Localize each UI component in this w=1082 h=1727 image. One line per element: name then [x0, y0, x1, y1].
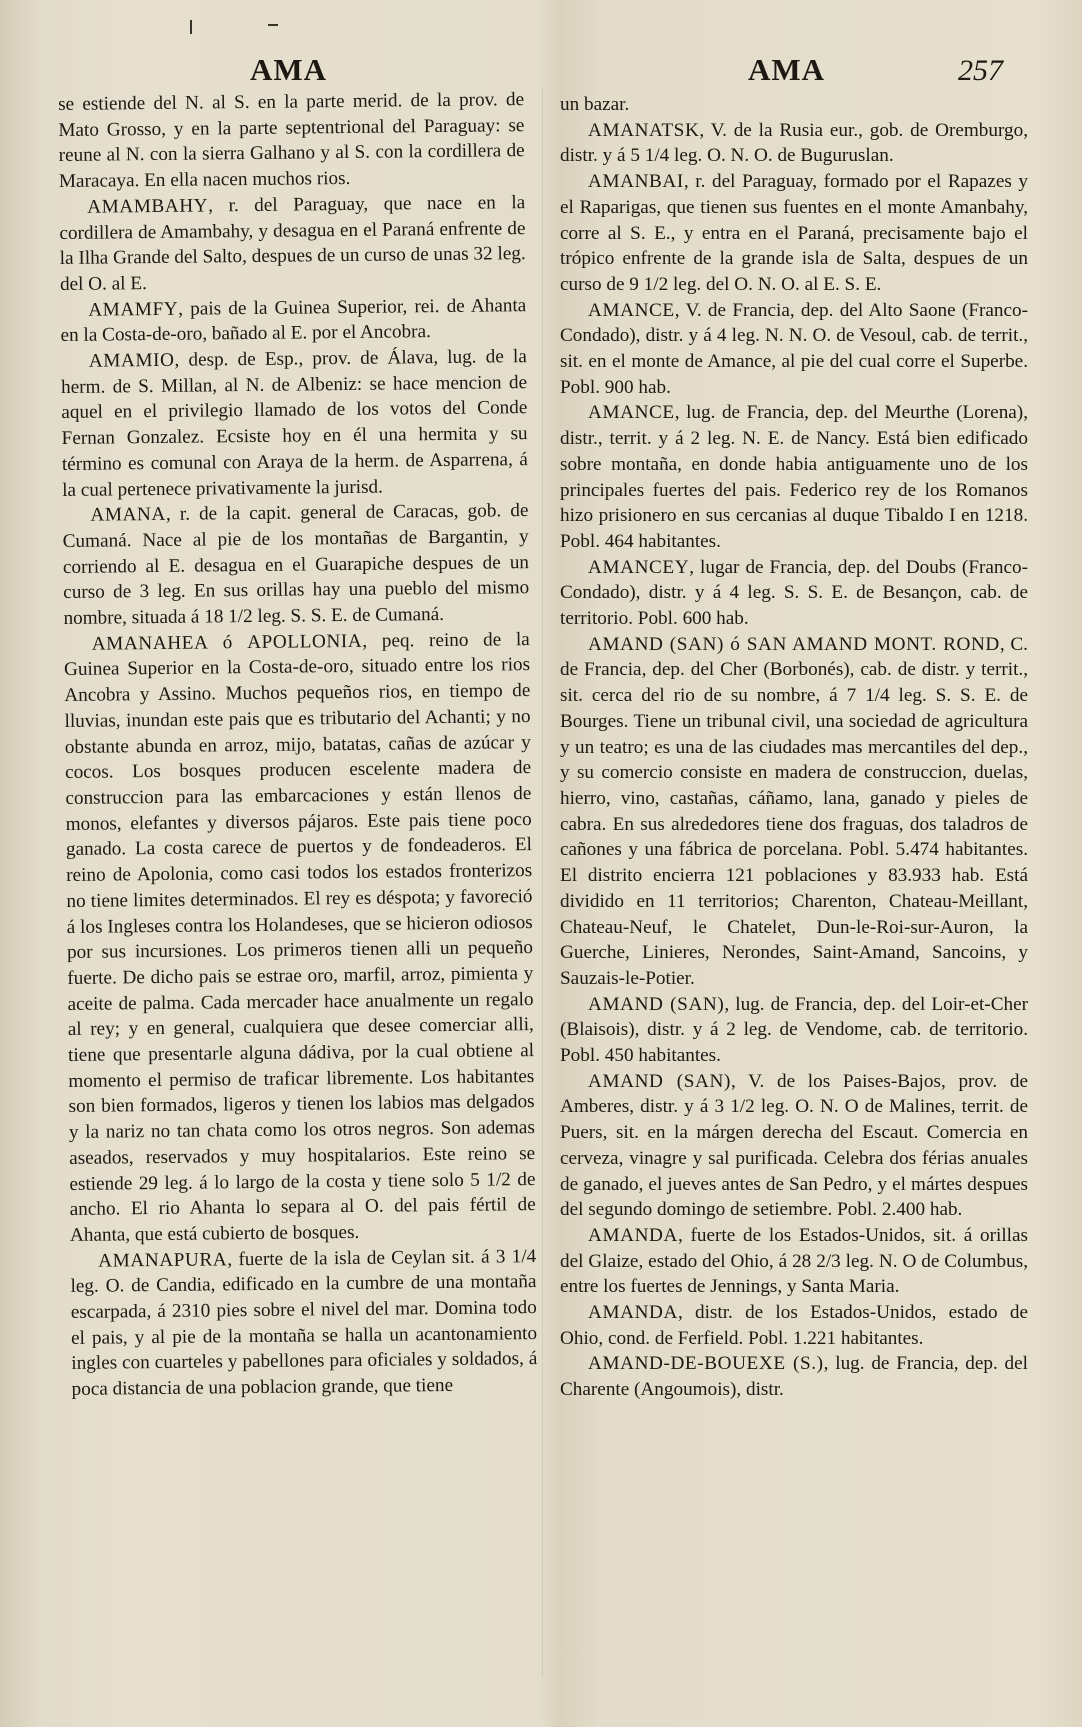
entry-headword: AMAND (SAN) — [588, 1070, 731, 1092]
entry-headword: AMANBAI — [588, 171, 684, 193]
dictionary-entry — [560, 632, 1028, 992]
entry-headword: AMANATSK — [588, 119, 700, 141]
dictionary-entry — [61, 344, 529, 503]
dictionary-entry — [560, 298, 1028, 401]
printer-mark — [190, 20, 192, 34]
dictionary-entry — [560, 400, 1028, 554]
entry-headword: AMAMFY — [88, 298, 179, 321]
column-gutter — [542, 88, 543, 1678]
dictionary-entry — [58, 87, 525, 195]
entry-text: , r. del Paraguay, formado por el Rapazes y el Raparigas, que tienen sus fuentes en el monte Amanbahy, corre al S. E., y entra en el Paraná, precisamente bajo el trópico enfrente de la grande isla de Salta, despues de un curso de 9 1/2 leg. del O. N. O. al E. S. E. — [560, 171, 1028, 295]
dictionary-entry — [62, 498, 529, 631]
running-head-left: AMA — [250, 52, 328, 87]
dictionary-entry — [60, 293, 527, 349]
dictionary-entry — [560, 1300, 1028, 1351]
entry-headword: AMANCE — [588, 402, 675, 424]
entry-headword: AMAND (SAN) ó SAN AMAND MONT. ROND — [588, 633, 1000, 655]
entry-text: , r. del Paraguay, que nace en la cordillera de Amambahy, y desagua en el Paraná enfrente de la Ilha Grande del Salto, despues de un curso de unas 32 leg. del O. al E. — [59, 191, 526, 295]
dictionary-entry — [560, 92, 1028, 118]
right-column — [560, 92, 1028, 1403]
entry-headword: AMANAPURA — [98, 1248, 228, 1272]
dictionary-entry — [560, 1223, 1028, 1300]
entry-text: , pais de la Guinea Superior, rei. de Ahanta en la Costa-de-oro, bañado al E. por el Ancobra. — [60, 294, 527, 347]
entry-text: , C. de Francia, dep. del Cher (Borbonés), cab. de distr. y territ., sit. cerca del rio de su nombre, á 7 1/4 leg. S. S. E. de Bourges. Tiene un tribunal civil, una sociedad de agricultura y un teatro; es una de las ciudades mas mercantiles del dep., y su comercio consiste en madera de construccion, duelas, hierro, vino, castañas, cáñamo, lana, ganado y pieles de cabra. En sus alrededores tiene dos fraguas, dos taladros de cañones y una fábrica de porcelana. Pobl. 5.474 habitantes. El distrito encierra 121 poblaciones y 83.933 hab. Está dividido en 11 territorios; Charenton, Chateau-Meillant, Chateau-Neuf, le Chatelet, Dun-le-Roi-sur-Auron, la Guerche, Linieres, Nerondes, Saint-Amand, Sancoins, y Sauzais-le-Potier. — [560, 633, 1028, 989]
page-number: 257 — [958, 54, 1003, 87]
entry-text: , V. de la Rusia eur., gob. de Oremburgo, distr. y á 5 1/4 leg. O. N. O. de Buguruslan. — [560, 119, 1028, 167]
entry-headword: AMANCEY — [588, 556, 690, 578]
printer-mark — [268, 24, 278, 26]
entry-text: , fuerte de los Estados-Unidos, sit. á orillas del Glaize, estado del Ohio, á 28 2/3 leg. N. O de Columbus, entre los fuertes de Jennings, y Santa Maria. — [560, 1224, 1028, 1298]
entry-headword: AMANCE — [588, 299, 675, 321]
entry-headword: AMAND (SAN) — [588, 993, 725, 1015]
entry-text: , V. de Francia, dep. del Alto Saone (Franco-Condado), distr. y á 4 leg. N. N. O. de Vesoul, cab. de territ., sit. en el monte de Amance, al pie del cual corre el Superbe. Pobl. 900 hab. — [560, 299, 1028, 398]
entry-text: se estiende del N. al S. en la parte merid. de la prov. de Mato Grosso, y en la parte septentrional del Paraguay: se reune al N. con la sierra Galhano y al S. con la cordillera de Maracaya. En ella nacen muchos rios. — [58, 89, 525, 193]
entry-headword: AMANA — [90, 504, 167, 526]
entry-text: , V. de los Paises-Bajos, prov. de Amberes, distr. y á 3 1/2 leg. O. N. O de Malines, territ. de Puers, sit. en la márgen derecha del Escaut. Comercia en cerveza, vinagre y sal purificada. Celebra dos férias anuales de ganado, el jueves antes de San Pedro, y el mártes despues del segundo domingo de setiembre. Pobl. 2.400 hab. — [560, 1070, 1028, 1221]
entry-text: , r. de la capit. general de Caracas, gob. de Cumaná. Nace al pie de los montañas de Bargantin, y corriendo al E. desagua en el Guarapiche despues de un curso de 3 leg. En sus orillas hay una pueblo del mismo nombre, situada á 18 1/2 leg. S. S. E. de Cumaná. — [62, 500, 530, 630]
entry-text: , peq. reino de la Guinea Superior en la Costa-de-oro, situado entre los rios Ancobra y Assino. Muchos pequeños rios, en tiempo de lluvias, inundan este pais que es tributario del Achanti; y no obstante abunda en arroz, mijo, batatas, cañas de azúcar y cocos. Los bosques producen escelente madera de construccion para las embarcaciones y están llenos de monos, elefantes y diversos pájaros. Este pais tiene poco ganado. La costa carece de puertos y de fondeaderos. El reino de Apolonia, como casi todos los estados fronterizos no tiene limites determinados. El rey es déspota; y favoreció á los Ingleses contra los Holandeses, que se hicieron odiosos por sus incursiones. Los primeros tienen alli un pequeño fuerte. De dicho pais se estrae oro, marfil, arroz, pimienta y aceite de palma. Cada mercader hace anualmente un regalo al rey; y en general, cualquiera que desee comerciar alli, tiene que presentarle alguna dádiva, por la cual obtiene al momento el permiso de traficar libremente. Los habitantes son bien formados, ligeros y tienen los labios mas delgados y la nariz no tan chata como los otros negros. Son ademas aseados, reservados y muy hospitalarios. Este reino se estiende 29 leg. á lo largo de la costa y tiene solo 5 1/2 de ancho. El rio Ahanta lo separa al O. del pais fértil de Ahanta, que está cubierto de bosques. — [63, 628, 536, 1246]
entry-text: , lugar de Francia, dep. del Doubs (Franco-Condado), distr. y á 4 leg. S. S. E. de Besançon, cab. de territorio. Pobl. 600 hab. — [560, 556, 1028, 630]
entry-headword: AMANDA — [588, 1224, 678, 1246]
dictionary-entry — [560, 555, 1028, 632]
entry-headword: AMAND-DE-BOUEXE (S.) — [588, 1353, 824, 1375]
entry-headword: AMAMBAHY — [87, 195, 209, 218]
left-column — [58, 87, 538, 1403]
dictionary-entry — [64, 627, 536, 1249]
entry-text: , desp. de Esp., prov. de Álava, lug. de la herm. de S. Millan, al N. de Albeniz: se hace mencion de aquel en el privilegio llamado de los votos del Conde Fernan Gonzalez. Ecsiste hoy en él una hermita y su término es comunal con Araya de la herm. de Asparrena, á la cual pertenece privativamente la jurisd. — [60, 346, 528, 501]
entry-headword: AMANDA — [588, 1302, 678, 1324]
entry-text: , distr. de los Estados-Unidos, estado de Ohio, cond. de Ferfield. Pobl. 1.221 habitantes. — [560, 1302, 1028, 1349]
dictionary-entry — [59, 190, 526, 298]
entry-headword: AMAMIO — [88, 349, 175, 372]
dictionary-entry — [560, 169, 1028, 298]
dictionary-entry — [560, 1351, 1028, 1402]
page-header — [0, 52, 1082, 92]
entry-text: , fuerte de la isla de Ceylan sit. á 3 1/4 leg. O. de Candia, edificado en la cumbre de una montaña escarpada, á 2310 pies sobre el nivel del mar. Domina todo el pais, y al pie de la montaña se halla un acantonamiento ingles con cuarteles y pabellones para oficiales y soldados, á poca distancia de una poblacion grande, que tiene — [70, 1245, 538, 1401]
dictionary-entry — [70, 1244, 538, 1403]
running-head-right: AMA — [748, 52, 826, 87]
entry-text: , lug. de Francia, dep. del Loir-et-Cher (Blaisois), distr. y á 2 leg. de Vendome, cab. de territorio. Pobl. 450 habitantes. — [560, 993, 1028, 1067]
entry-headword: AMANAHEA ó APOLLONIA — [91, 630, 363, 655]
dictionary-entry — [560, 1069, 1028, 1223]
dictionary-entry — [560, 118, 1028, 169]
entry-text: , lug. de Francia, dep. del Meurthe (Lorena), distr., territ. y á 2 leg. N. E. de Nancy. Está bien edificado sobre montaña, en donde habia antiguamente uno de los principales fuertes del pais. Federico rey de los Romanos hizo prisionero en sus cercanias al duque Tibaldo I en 1218. Pobl. 464 habitantes. — [560, 402, 1028, 552]
dictionary-entry — [560, 992, 1028, 1069]
entry-text: un bazar. — [560, 94, 630, 115]
entry-text: , lug. de Francia, dep. del Charente (Angoumois), distr. — [560, 1353, 1028, 1401]
